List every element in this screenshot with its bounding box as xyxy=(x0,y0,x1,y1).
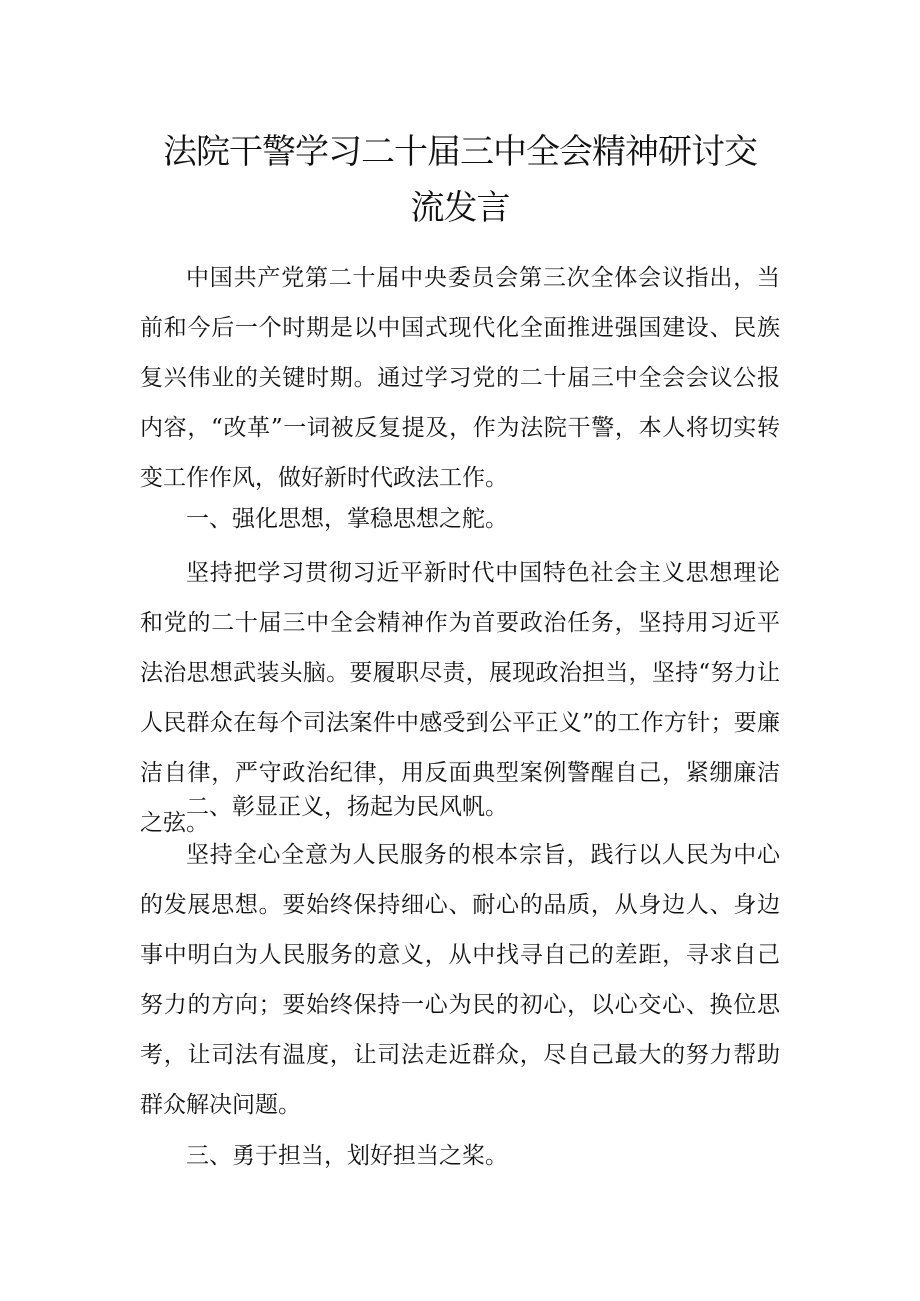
intro-paragraph: 中国共产党第二十届中央委员会第三次全体会议指出，当前和今后一个时期是以中国式现代化全面推进强国建设、民族复兴伟业的关键时期。通过学习党的二十届三中全会会议公报内容，“改革”一词被反复提及，作为法院干警，本人将切实转变工作作风，做好新时代政法工作。 xyxy=(140,265,780,491)
document-title-line-2: 流发言 xyxy=(410,188,510,228)
section-heading-2: 二、彰显正义，扬起为民风帆。 xyxy=(186,794,508,820)
section-body-2: 坚持全心全意为人民服务的根本宗旨，践行以人民为中心的发展思想。要始终保持细心、耐心的品质，从身边人、身边事中明白为人民服务的意义，从中找寻自己的差距，寻求自己努力的方向；要始终保持一心为民的初心，以心交心、换位思考，让司法有温度，让司法走近群众，尽自己最大的努力帮助群众解决问题。 xyxy=(140,842,780,1118)
section-heading-1: 一、强化思想，掌稳思想之舵。 xyxy=(186,506,508,532)
section-body-1: 坚持把学习贯彻习近平新时代中国特色社会主义思想理论和党的二十届三中全会精神作为首要政治任务，坚持用习近平法治思想武装头脑。要履职尽责，展现政治担当，坚持“努力让人民群众在每个司法案件中感受到公平正义”的工作方针；要廉洁自律，严守政治纪律，用反面典型案例警醒自己，紧绷廉洁之弦。 xyxy=(140,560,780,836)
section-heading-3: 三、勇于担当，划好担当之桨。 xyxy=(186,1143,508,1169)
document-title-line-1: 法院干警学习二十届三中全会精神研讨交 xyxy=(163,132,757,172)
